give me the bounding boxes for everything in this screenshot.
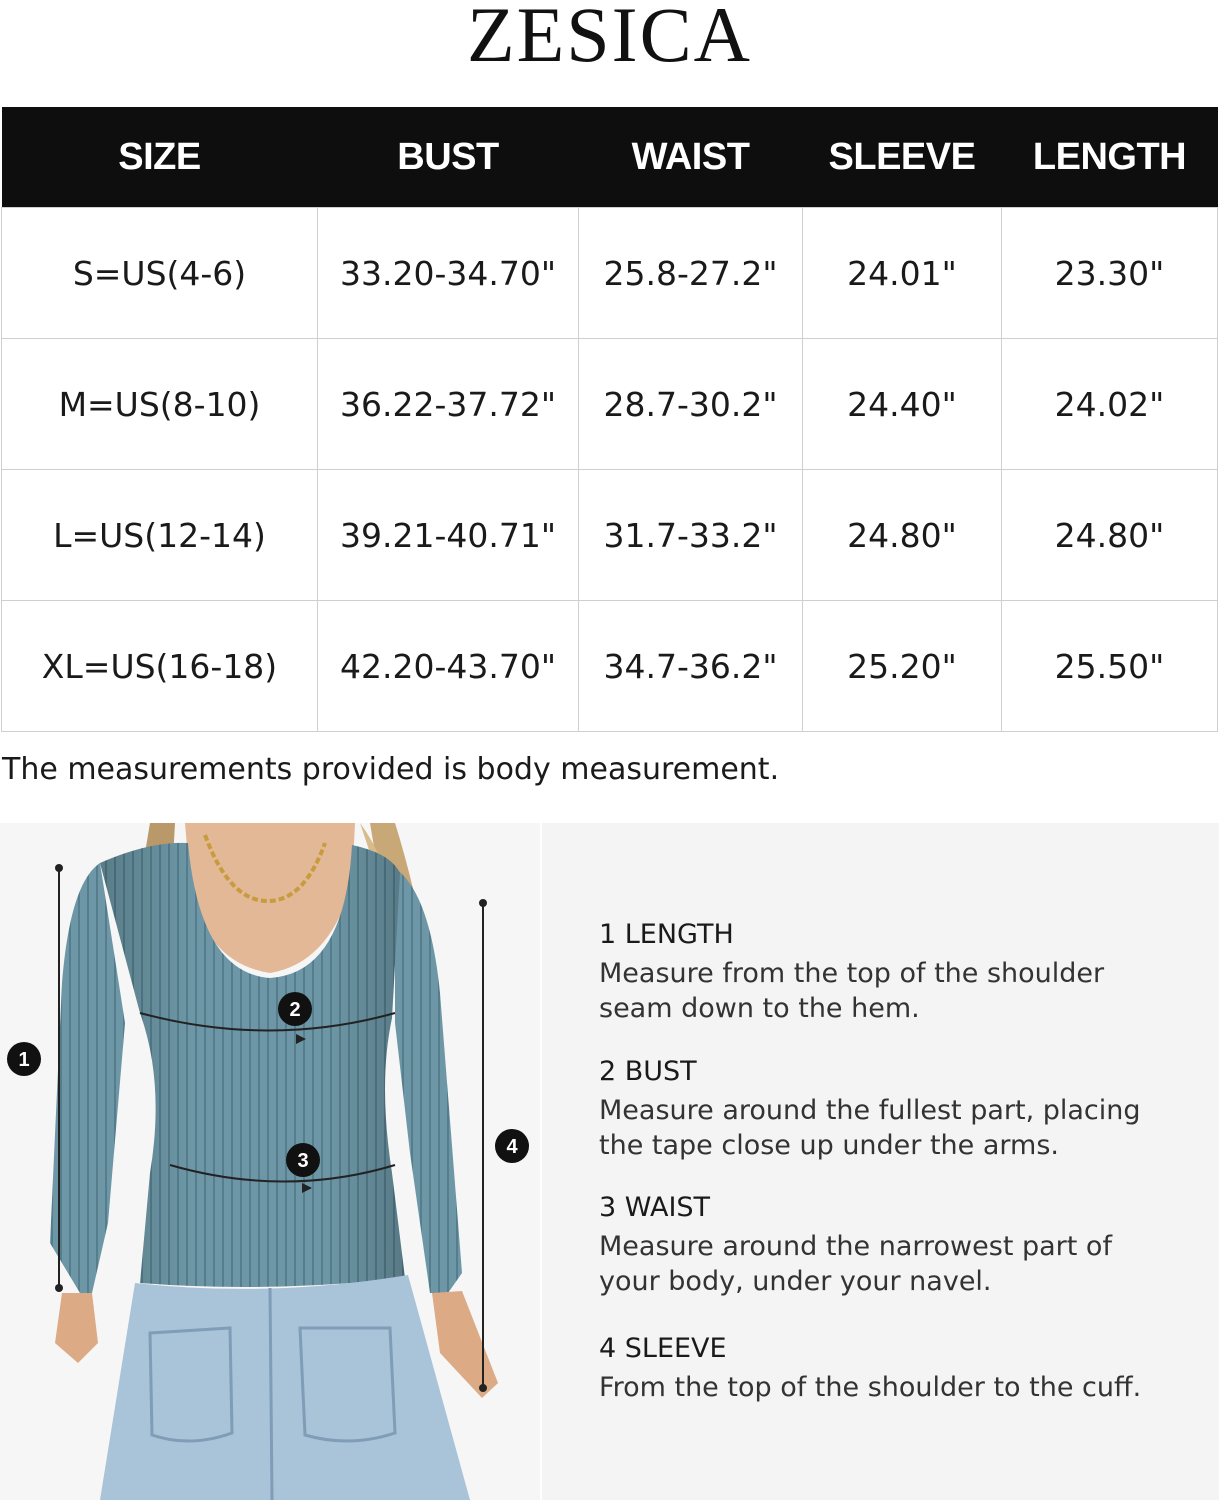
table-row	[2, 601, 1218, 732]
guide-length	[599, 919, 1179, 1026]
svg-text:4: 4	[506, 1136, 518, 1158]
table-row	[2, 339, 1218, 470]
guide-desc: Measure around the fullest part, placing the tape close up under the arms.	[599, 1095, 1141, 1161]
cell-length: 25.50"	[1002, 601, 1218, 732]
cell-size: XL=US(16-18)	[2, 601, 318, 732]
guide-desc: From the top of the shoulder to the cuff.	[599, 1372, 1142, 1403]
cell-bust: 36.22-37.72"	[318, 339, 579, 470]
header-length: LENGTH	[1002, 107, 1218, 208]
header-waist: WAIST	[579, 107, 803, 208]
cell-sleeve: 25.20"	[803, 601, 1002, 732]
brand-logo: ZESICA	[467, 0, 752, 78]
guide-waist	[599, 1192, 1179, 1299]
guide-desc: Measure around the narrowest part of your body, under your navel.	[599, 1231, 1112, 1297]
guide-title: 2 BUST	[599, 1056, 697, 1087]
guide-title: 1 LENGTH	[599, 919, 734, 950]
cell-bust: 39.21-40.71"	[318, 470, 579, 601]
svg-text:3: 3	[297, 1150, 309, 1172]
marker-3-icon	[286, 1143, 320, 1177]
cell-size: M=US(8-10)	[2, 339, 318, 470]
cell-sleeve: 24.80"	[803, 470, 1002, 601]
marker-1-icon	[7, 1042, 41, 1076]
model-illustration	[0, 823, 540, 1500]
marker-4-icon	[495, 1129, 529, 1163]
measurement-guide-panel	[542, 823, 1219, 1500]
size-table	[1, 107, 1218, 732]
table-row	[2, 208, 1218, 339]
cell-bust: 33.20-34.70"	[318, 208, 579, 339]
cell-size: L=US(12-14)	[2, 470, 318, 601]
model-photo	[0, 823, 540, 1500]
cell-waist: 25.8-27.2"	[579, 208, 803, 339]
cell-bust: 42.20-43.70"	[318, 601, 579, 732]
guide-title: 4 SLEEVE	[599, 1333, 727, 1364]
table-row	[2, 470, 1218, 601]
header-sleeve: SLEEVE	[803, 107, 1002, 208]
cell-waist: 34.7-36.2"	[579, 601, 803, 732]
marker-2-icon	[278, 992, 312, 1026]
cell-waist: 28.7-30.2"	[579, 339, 803, 470]
svg-text:1: 1	[18, 1049, 30, 1071]
cell-waist: 31.7-33.2"	[579, 470, 803, 601]
guide-desc: Measure from the top of the shoulder seam down to the hem.	[599, 958, 1105, 1024]
guide-sleeve	[599, 1333, 1179, 1405]
header-bust: BUST	[318, 107, 579, 208]
guide-title: 3 WAIST	[599, 1192, 711, 1223]
cell-length: 23.30"	[1002, 208, 1218, 339]
table-header-row	[2, 107, 1218, 208]
cell-length: 24.80"	[1002, 470, 1218, 601]
guide-bust	[599, 1056, 1179, 1163]
cell-size: S=US(4-6)	[2, 208, 318, 339]
cell-sleeve: 24.40"	[803, 339, 1002, 470]
measurement-note: The measurements provided is body measurement.	[2, 752, 780, 787]
cell-length: 24.02"	[1002, 339, 1218, 470]
cell-sleeve: 24.01"	[803, 208, 1002, 339]
svg-text:2: 2	[289, 999, 301, 1021]
header-size: SIZE	[2, 107, 318, 208]
